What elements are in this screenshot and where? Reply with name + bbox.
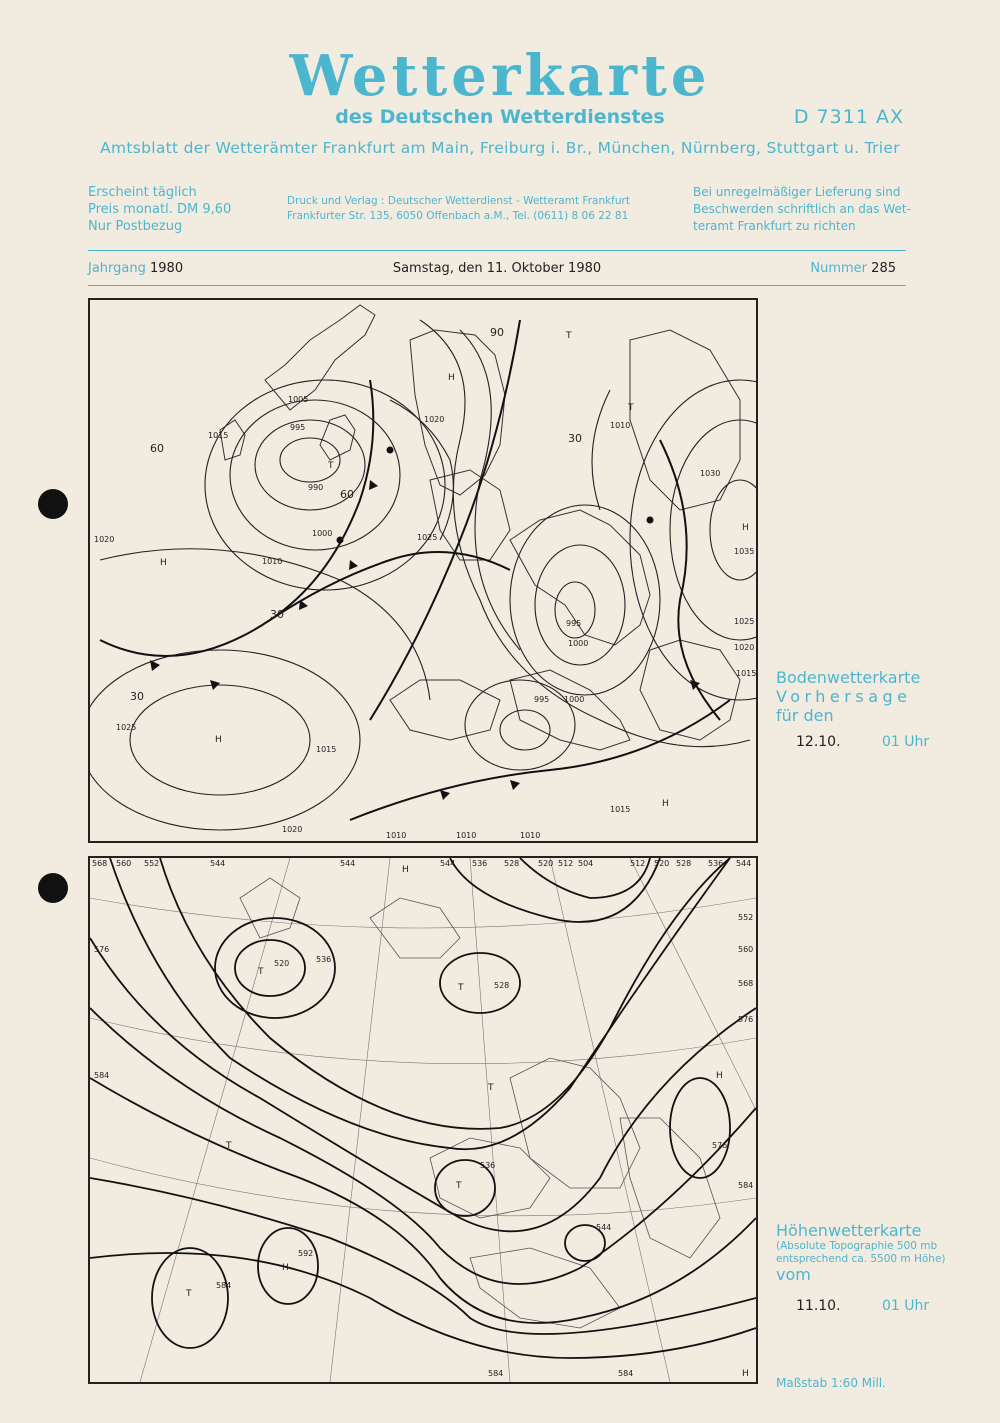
contour-label: 576 bbox=[94, 945, 110, 954]
contour-label: 584 bbox=[618, 1369, 634, 1378]
contour-label: 544 bbox=[210, 859, 226, 868]
contour-label: 512 bbox=[630, 859, 646, 868]
isobar-label: 1035 bbox=[734, 547, 755, 556]
isobar-label: 1015 bbox=[736, 669, 756, 678]
info-middle-line: Druck und Verlag : Deutscher Wetterdienst - Wetteramt Frankfurt bbox=[287, 195, 630, 207]
info-right-line: Beschwerden schriftlich an das Wet- bbox=[693, 202, 911, 216]
low-pressure-center: T bbox=[328, 461, 334, 471]
contour-label: 552 bbox=[738, 913, 754, 922]
jahrgang-label: Jahrgang bbox=[88, 261, 146, 276]
contour-label: 504 bbox=[578, 859, 594, 868]
isobar-label: 1020 bbox=[734, 643, 755, 652]
nummer-value: 285 bbox=[871, 261, 896, 276]
isobar-label: 1010 bbox=[610, 421, 631, 430]
high-center: H bbox=[282, 1263, 289, 1273]
latitude-label: 30 bbox=[270, 608, 284, 621]
isobar-label: 1010 bbox=[520, 831, 541, 840]
amtsblatt-line: Amtsblatt der Wetterämter Frankfurt am Main, Freiburg i. Br., München, Nürnberg, Stuttgart u. Trier bbox=[100, 139, 900, 157]
contour-label: 584 bbox=[738, 1181, 754, 1190]
info-left-line: Nur Postbezug bbox=[88, 219, 183, 234]
low-center: T bbox=[458, 983, 464, 993]
upper-map-graphic bbox=[90, 858, 756, 1382]
surface-map-graphic bbox=[90, 300, 756, 841]
issue-date: Samstag, den 11. Oktober 1980 bbox=[392, 261, 602, 276]
isobar-label: 1000 bbox=[568, 639, 589, 648]
info-right-line: teramt Frankfurt zu richten bbox=[693, 219, 856, 233]
isobar-label: 995 bbox=[290, 423, 306, 432]
contour-label: 568 bbox=[738, 979, 754, 988]
front-symbols bbox=[150, 447, 700, 801]
high-center: H bbox=[716, 1071, 723, 1081]
info-left bbox=[88, 184, 231, 235]
upper-air-map bbox=[88, 856, 758, 1384]
upper-map-note: entsprechend ca. 5500 m Höhe) bbox=[776, 1253, 946, 1265]
contour-label: 584 bbox=[488, 1369, 504, 1378]
surface-weather-map bbox=[88, 298, 758, 843]
latitude-label: 60 bbox=[150, 442, 164, 455]
surface-map-time: 01 Uhr bbox=[882, 734, 930, 750]
isobar-label: 995 bbox=[566, 619, 582, 628]
contour-label: 528 bbox=[504, 859, 520, 868]
contour-label: 544 bbox=[596, 1223, 612, 1232]
contour-label: 576 bbox=[712, 1141, 728, 1150]
low-center: T bbox=[456, 1181, 462, 1191]
isobar-label: 1015 bbox=[208, 431, 229, 440]
latitude-labels bbox=[130, 326, 585, 704]
contour-label: 560 bbox=[116, 859, 132, 868]
contour-label: 592 bbox=[298, 1249, 314, 1258]
contour-label: 528 bbox=[676, 859, 692, 868]
contour-label: 544 bbox=[340, 859, 356, 868]
surface-map-for: für den bbox=[776, 706, 834, 725]
contour-label: 576 bbox=[738, 1015, 754, 1024]
isobar-label: 1020 bbox=[282, 825, 303, 834]
info-middle-line: Frankfurter Str. 135, 6050 Offenbach a.M., Tel. (0611) 8 06 22 81 bbox=[287, 210, 629, 222]
latitude-label: 60 bbox=[340, 488, 354, 501]
graticule bbox=[90, 858, 756, 1382]
contour-label: 536 bbox=[708, 859, 724, 868]
contour-label: 560 bbox=[738, 945, 754, 954]
nummer-label: Nummer bbox=[810, 261, 868, 276]
contour-label: 544 bbox=[440, 859, 456, 868]
high-pressure-center: H bbox=[160, 558, 167, 568]
low-pressure-center: T bbox=[566, 331, 572, 341]
contour-label: 544 bbox=[736, 859, 752, 868]
high-pressure-center: H bbox=[662, 799, 669, 809]
upper-side-labels bbox=[94, 913, 753, 1378]
info-left-line: Erscheint täglich bbox=[88, 185, 197, 200]
isobar-label: 1000 bbox=[564, 695, 585, 704]
isobar-label: 1025 bbox=[417, 533, 438, 542]
isobar-label: 1010 bbox=[386, 831, 407, 840]
high-pressure-center: H bbox=[448, 373, 455, 383]
upper-map-date-value: 11.10. bbox=[796, 1298, 841, 1314]
surface-map-caption bbox=[776, 668, 920, 725]
newspaper-subtitle: des Deutschen Wetterdienstes bbox=[335, 106, 665, 128]
isobar-label: 1005 bbox=[288, 395, 309, 404]
isobar-label: 1015 bbox=[316, 745, 337, 754]
upper-top-labels bbox=[92, 859, 751, 868]
latitude-label: 90 bbox=[490, 326, 504, 339]
contour-label: 536 bbox=[480, 1161, 496, 1170]
header-rule-top bbox=[88, 250, 906, 251]
isobar-label: 995 bbox=[534, 695, 550, 704]
low-pressure-center: T bbox=[628, 403, 634, 413]
pressure-centers bbox=[160, 331, 749, 809]
contour-label: 528 bbox=[494, 981, 510, 990]
isobar-label: 1010 bbox=[262, 557, 283, 566]
high-pressure-center: H bbox=[742, 523, 749, 533]
isobar-label: 1015 bbox=[610, 805, 631, 814]
surface-map-forecast: Vorhersage bbox=[776, 687, 912, 706]
punch-hole-bottom bbox=[38, 873, 68, 903]
coastlines bbox=[220, 305, 740, 750]
isobar-label: 1020 bbox=[94, 535, 115, 544]
issue-line bbox=[88, 259, 906, 281]
contour-lines bbox=[90, 858, 756, 1358]
high-center: H bbox=[402, 865, 409, 875]
contour-label: 512 bbox=[558, 859, 574, 868]
contour-label: 584 bbox=[216, 1281, 232, 1290]
info-left-line: Preis monatl. DM 9,60 bbox=[88, 202, 232, 217]
upper-map-title: Höhenwetterkarte bbox=[776, 1221, 922, 1240]
isobars bbox=[90, 320, 756, 830]
contour-label: 568 bbox=[92, 859, 108, 868]
info-right-line: Bei unregelmäßiger Lieferung sind bbox=[693, 185, 901, 199]
isobar-label: 1025 bbox=[734, 617, 755, 626]
isobar-label: 1000 bbox=[312, 529, 333, 538]
contour-label: 552 bbox=[144, 859, 160, 868]
high-center: H bbox=[742, 1369, 749, 1379]
latitude-label: 30 bbox=[130, 690, 144, 703]
contour-label: 520 bbox=[274, 959, 290, 968]
upper-map-from: vom bbox=[776, 1265, 811, 1284]
upper-map-note: (Absolute Topographie 500 mb bbox=[776, 1240, 938, 1252]
contour-label: 520 bbox=[538, 859, 554, 868]
upper-map-caption bbox=[776, 1222, 946, 1284]
contour-label: 584 bbox=[94, 1071, 110, 1080]
isobar-label: 990 bbox=[308, 483, 324, 492]
latitude-label: 30 bbox=[568, 432, 582, 445]
low-center: T bbox=[186, 1289, 192, 1299]
surface-map-date-value: 12.10. bbox=[796, 734, 841, 750]
surface-map-title: Bodenwetterkarte bbox=[776, 668, 921, 687]
nummer bbox=[810, 261, 896, 276]
header-rule-bottom bbox=[88, 285, 906, 286]
map-scale: Maßstab 1:60 Mill. bbox=[776, 1376, 886, 1390]
newspaper-title: Wetterkarte bbox=[289, 43, 711, 109]
isobar-label: 1010 bbox=[456, 831, 477, 840]
info-middle bbox=[287, 194, 630, 224]
info-right bbox=[693, 184, 911, 235]
low-center: T bbox=[488, 1083, 494, 1093]
low-center: T bbox=[258, 967, 264, 977]
high-pressure-center: H bbox=[215, 735, 222, 745]
low-center: T bbox=[226, 1141, 232, 1151]
contour-label: 536 bbox=[316, 955, 332, 964]
publication-code: D 7311 AX bbox=[793, 106, 904, 128]
isobar-label: 1030 bbox=[700, 469, 721, 478]
contour-label: 520 bbox=[654, 859, 670, 868]
contour-label: 536 bbox=[472, 859, 488, 868]
jahrgang-value: 1980 bbox=[150, 261, 184, 276]
upper-map-time: 01 Uhr bbox=[882, 1298, 930, 1314]
isobar-label: 1025 bbox=[116, 723, 137, 732]
punch-hole-top bbox=[38, 489, 68, 519]
isobar-label: 1020 bbox=[424, 415, 445, 424]
